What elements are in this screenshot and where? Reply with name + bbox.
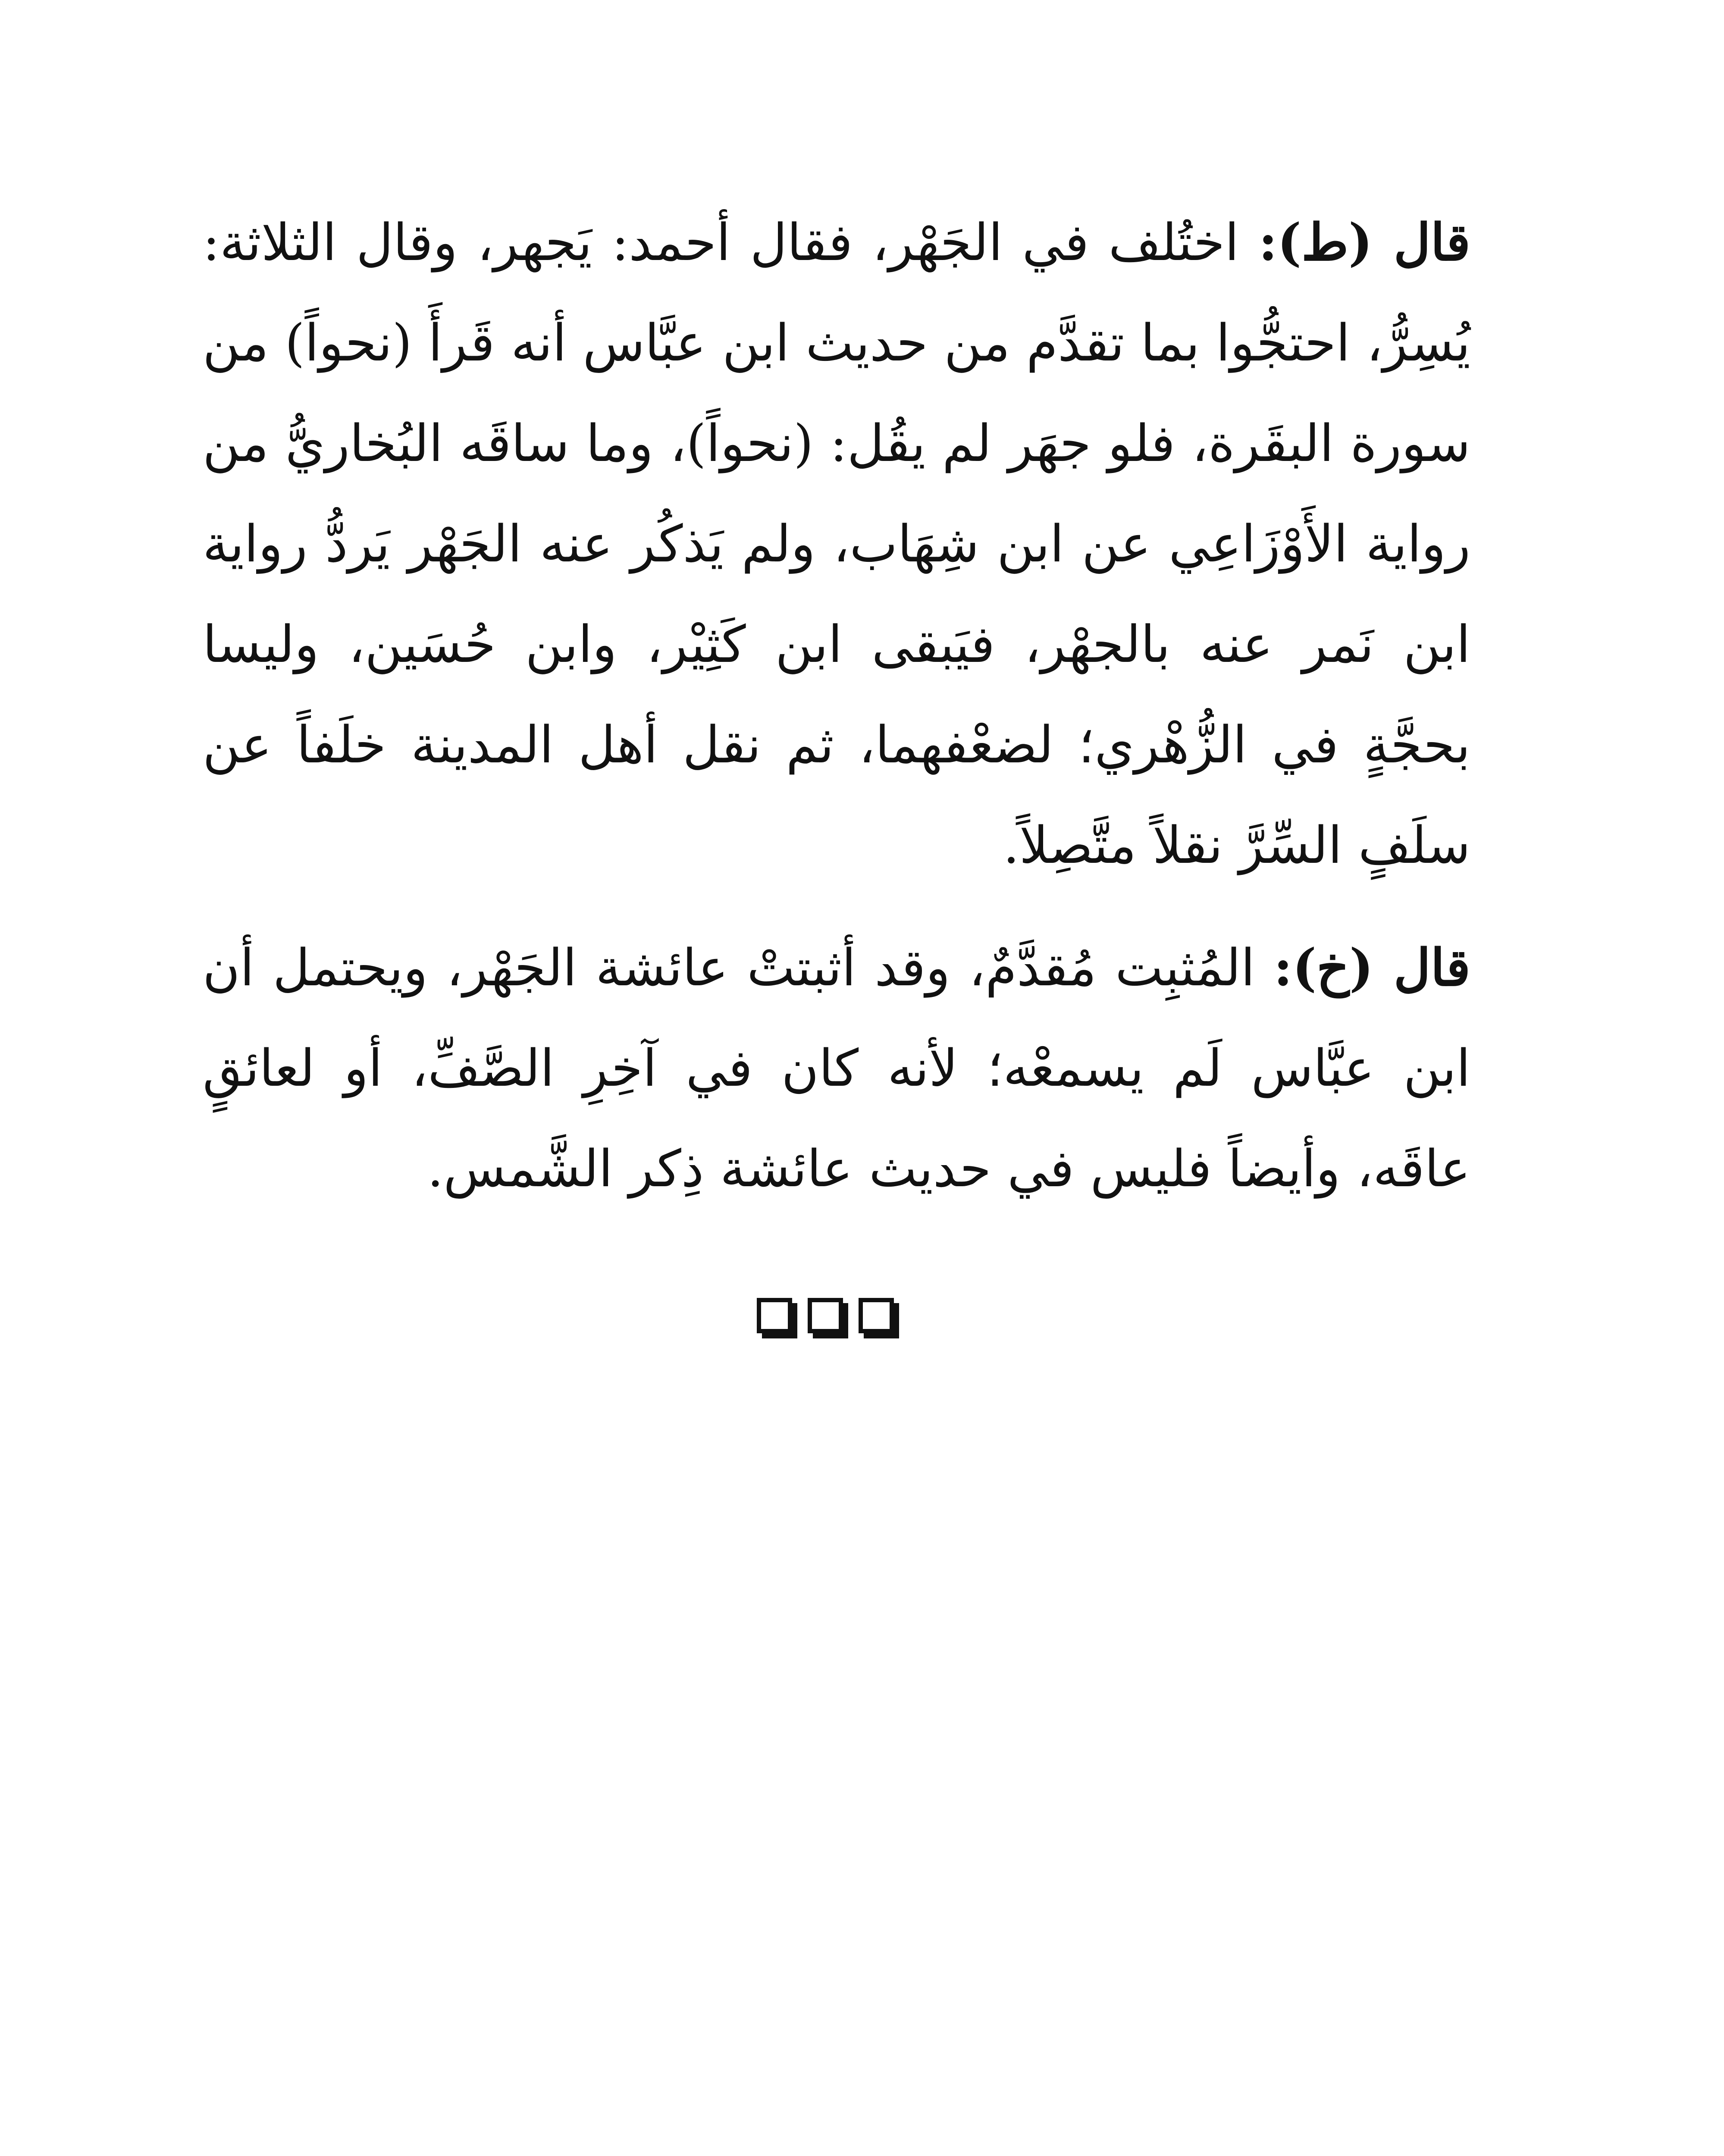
paragraph-1-label: قال (ط): <box>1258 212 1470 272</box>
paragraph-2-text: المُثبِت مُقدَّمٌ، وقد أثبتتْ عائشة الجَهْر، ويحتمل أن ابن عبَّاس لَم يسمعْه؛ لأنه كان في آخِرِ الصَّفِّ، أو لعائقٍ عاقَه، وأيضاً فليس في حديث عائشة ذِكر الشَّمس. <box>203 938 1470 1198</box>
paragraph-1-text: اختُلف في الجَهْر، فقال أحمد: يَجهر، وقال الثلاثة: يُسِرُّ، احتجُّوا بما تقدَّم من حديث ابن عبَّاس أنه قَرأَ (نحواً) من سورة البقَرة، فلو جهَر لم يقُل: (نحواً)، وما ساقَه البُخاريُّ من رواية الأَوْزَاعِي عن ابن شِهَاب، ولم يَذكُر عنه الجَهْر يَردُّ رواية ابن نَمر عنه بالجهْر، فيَبقى ابن كَثِيْر، وابن حُسَين، وليسا بحجَّةٍ في الزُّهْري؛ لضعْفهما، ثم نقل أهل المدينة خلَفاً عن سلَفٍ السِّرَّ نقلاً متَّصِلاً. <box>203 213 1470 875</box>
ornament-box-icon <box>757 1298 792 1333</box>
paragraph-2 <box>203 917 1470 1219</box>
section-end-ornament <box>757 1298 894 1333</box>
paragraph-2-label: قال (خ): <box>1273 937 1470 997</box>
ornament-box-icon <box>859 1298 894 1333</box>
body-text <box>203 192 1470 1219</box>
ornament-box-icon <box>808 1298 843 1333</box>
paragraph-1 <box>203 192 1470 896</box>
